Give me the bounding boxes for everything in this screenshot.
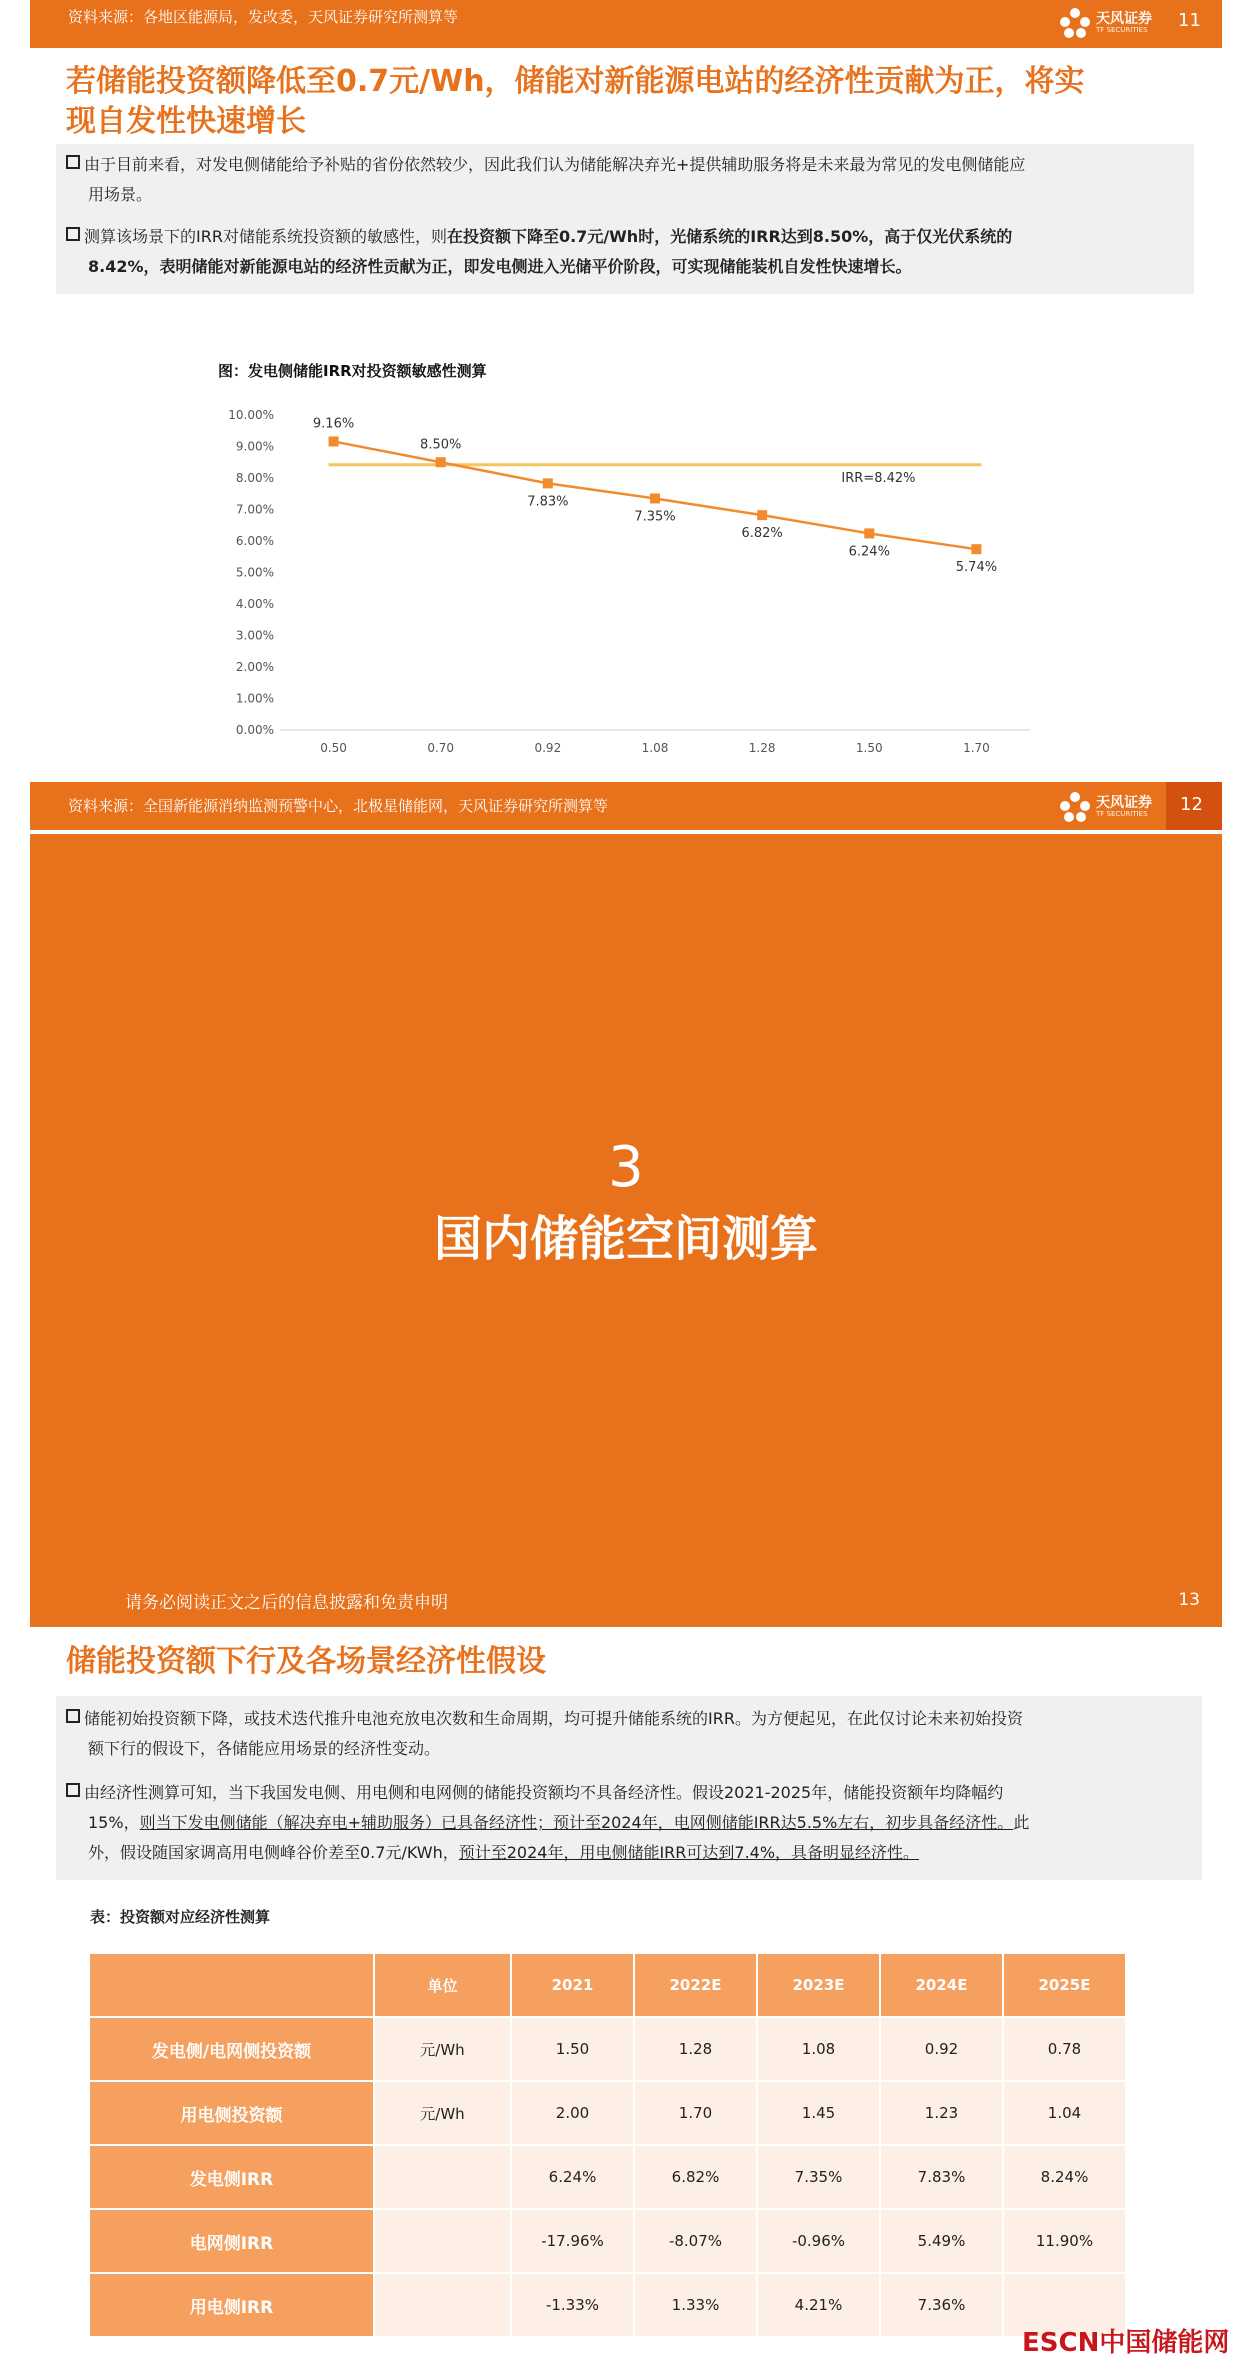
x-tick-label: 1.08 (641, 741, 669, 755)
page-number-3: 13 (1178, 1590, 1200, 1610)
square-bullet-icon (66, 1783, 80, 1797)
row-label: 发电侧IRR (89, 2145, 374, 2209)
table-cell (374, 2145, 511, 2209)
header-cell (89, 1953, 374, 2017)
logo-sub-2: TF SECURITIES (1096, 810, 1148, 818)
data-point (650, 493, 660, 503)
data-point (971, 544, 981, 554)
table-cell: 0.92 (880, 2017, 1003, 2081)
table-cell: 2.00 (511, 2081, 634, 2145)
table-cell: 1.04 (1003, 2081, 1126, 2145)
data-label: 6.24% (848, 544, 890, 560)
bullet-2-line-1b: 在投资额下降至0.7元/Wh时，光储系统的IRR达到8.50%，高于仅光伏系统的 (446, 227, 1013, 246)
bullet-2 (66, 222, 1012, 282)
bullet-1 (66, 150, 1025, 210)
table-cell: 1.33% (634, 2273, 757, 2337)
y-tick-label: 3.00% (235, 628, 274, 643)
data-point (329, 436, 339, 446)
row-label: 电网侧IRR (89, 2209, 374, 2273)
summary-box-2 (56, 1696, 1202, 1880)
logo-name: 天风证券 (1096, 11, 1152, 27)
table-cell: 4.21% (757, 2273, 880, 2337)
bullet-4-line-3a: 外，假设随国家调高用电侧峰谷价差至0.7元/KWh， (88, 1843, 459, 1862)
summary-box (56, 144, 1194, 294)
table-cell: -0.96% (757, 2209, 880, 2273)
table-cell: -1.33% (511, 2273, 634, 2337)
row-label: 发电侧/电网侧投资额 (89, 2017, 374, 2081)
table-cell: 1.28 (634, 2017, 757, 2081)
disclaimer-footer: 请务必阅读正文之后的信息披露和免责申明 (125, 1593, 448, 1613)
bullet-4-line-2a: 15%， (88, 1813, 140, 1832)
x-tick-label: 0.92 (534, 741, 562, 755)
table-cell: 1.45 (757, 2081, 880, 2145)
data-label: 5.74% (955, 560, 998, 576)
title-line-2: 现自发性快速增长 (66, 104, 306, 139)
y-tick-label: 7.00% (235, 502, 274, 517)
table-cell: 11.90% (1003, 2209, 1126, 2273)
page-number: 11 (1178, 10, 1201, 31)
table-cell: 7.36% (880, 2273, 1003, 2337)
x-tick-label: 1.50 (855, 741, 883, 755)
x-tick-label: 1.70 (963, 741, 990, 755)
investment-economics-table (88, 1952, 1127, 2338)
table-cell: 8.24% (1003, 2145, 1126, 2209)
x-tick-label: 0.70 (427, 741, 455, 755)
table-cell: 5.49% (880, 2209, 1003, 2273)
bullet-1-line-2: 用场景。 (88, 185, 153, 204)
data-label: 6.82% (741, 526, 783, 542)
source-text: 资料来源：各地区能源局，发改委，天风证券研究所测算等 (68, 8, 459, 26)
page-number-2: 12 (1180, 794, 1203, 815)
table-cell: 0.78 (1003, 2017, 1126, 2081)
square-bullet-icon (66, 155, 80, 169)
flower-logo-icon (1060, 8, 1090, 38)
table-row (89, 2017, 1126, 2081)
data-point (757, 510, 767, 520)
data-label: 7.83% (527, 494, 569, 510)
table-cell: 1.50 (511, 2017, 634, 2081)
table-cell: -17.96% (511, 2209, 634, 2273)
bullet-4-line-2b: 则当下发电侧储能（解决弃电+辅助服务）已具备经济性；预计至2024年，电网侧储能IRR达5.5%左右，初步具备经济性。 (139, 1813, 1014, 1832)
section-slide (30, 834, 1222, 1627)
table-row (89, 2145, 1126, 2209)
table-cell (374, 2209, 511, 2273)
table-cell: 元/Wh (374, 2081, 511, 2145)
x-tick-label: 0.50 (320, 741, 347, 755)
source-text-2: 资料来源：全国新能源消纳监测预警中心，北极星储能网，天风证券研究所测算等 (68, 797, 609, 815)
section-title: 国内储能空间测算 (433, 1211, 818, 1267)
table-cell: 元/Wh (374, 2017, 511, 2081)
bullet-2-line-1a: 测算该场景下的IRR对储能系统投资额的敏感性，则 (84, 227, 447, 246)
bullet-4-line-1: 由经济性测算可知，当下我国发电侧、用电侧和电网侧的储能投资额均不具备经济性。假设2021-2025年，储能投资额年均降幅约 (84, 1783, 1004, 1802)
row-label: 用电侧IRR (89, 2273, 374, 2337)
header-cell: 2025E (1003, 1953, 1126, 2017)
watermark-logo: ESCN中国储能网 (1022, 2328, 1230, 2358)
bullet-4-line-2c: 此 (1013, 1813, 1030, 1832)
logo-sub: TF SECURITIES (1096, 26, 1148, 34)
y-tick-label: 10.00% (228, 408, 274, 422)
data-label: 9.16% (312, 416, 355, 432)
bullet-3-line-2: 额下行的假设下，各储能应用场景的经济性变动。 (88, 1739, 441, 1758)
table-cell: 6.24% (511, 2145, 634, 2209)
square-bullet-icon (66, 227, 80, 241)
reference-line-label: IRR=8.42% (841, 470, 916, 486)
table-title: 表：投资额对应经济性测算 (90, 1908, 271, 1926)
square-bullet-icon (66, 1709, 80, 1723)
header-cell: 2023E (757, 1953, 880, 2017)
x-tick-label: 1.28 (748, 741, 776, 755)
table-row (89, 2081, 1126, 2145)
data-point (436, 457, 446, 467)
data-point (864, 528, 874, 538)
bullet-4 (66, 1778, 1029, 1868)
y-tick-label: 8.00% (235, 471, 274, 485)
bullet-4-line-3b: 预计至2024年，用电侧储能IRR可达到7.4%，具备明显经济性。 (458, 1843, 920, 1862)
table-cell: 7.83% (880, 2145, 1003, 2209)
header-cell: 2022E (634, 1953, 757, 2017)
bullet-3-line-1: 储能初始投资额下降，或技术迭代推升电池充放电次数和生命周期，均可提升储能系统的IRR。为方便起见，在此仅讨论未来初始投资 (84, 1709, 1023, 1728)
table-row (89, 2209, 1126, 2273)
y-tick-label: 4.00% (235, 597, 274, 611)
data-point (543, 478, 553, 488)
bullet-3 (66, 1704, 1023, 1764)
y-tick-label: 6.00% (235, 534, 274, 548)
y-tick-label: 9.00% (235, 439, 274, 454)
irr-sensitivity-chart (200, 390, 1050, 760)
header-cell: 单位 (374, 1953, 511, 2017)
table-cell: 1.70 (634, 2081, 757, 2145)
y-tick-label: 1.00% (235, 691, 274, 706)
header-cell: 2024E (880, 1953, 1003, 2017)
company-logo-2 (1060, 792, 1152, 822)
table-cell: 1.23 (880, 2081, 1003, 2145)
page-title-2: 储能投资额下行及各场景经济性假设 (66, 1644, 546, 1679)
title-line-1: 若储能投资额降低至0.7元/Wh，储能对新能源电站的经济性贡献为正，将实 (66, 64, 1085, 99)
logo-name-2: 天风证券 (1096, 795, 1152, 811)
data-label: 7.35% (634, 509, 676, 525)
y-tick-label: 2.00% (235, 660, 274, 674)
bullet-2-line-2: 8.42%，表明储能对新能源电站的经济性贡献为正，即发电侧进入光储平价阶段，可实现储能装机自发性快速增长。 (88, 257, 912, 276)
company-logo (1060, 8, 1152, 38)
table-cell: 7.35% (757, 2145, 880, 2209)
header-cell: 2021 (511, 1953, 634, 2017)
page-title (66, 62, 1085, 142)
table-row (89, 2273, 1126, 2337)
table-cell: 6.82% (634, 2145, 757, 2209)
y-tick-label: 0.00% (235, 723, 274, 737)
source-bar (30, 0, 1222, 48)
bullet-1-line-1: 由于目前来看，对发电侧储能给予补贴的省份依然较少，因此我们认为储能解决弃光+提供辅助服务将是未来最为常见的发电侧储能应 (84, 155, 1026, 174)
table-header-row (89, 1953, 1126, 2017)
section-number: 3 (608, 1135, 644, 1200)
table-cell (374, 2273, 511, 2337)
flower-logo-icon (1060, 792, 1090, 822)
y-tick-label: 5.00% (235, 565, 274, 580)
row-label: 用电侧投资额 (89, 2081, 374, 2145)
chart-title: 图：发电侧储能IRR对投资额敏感性测算 (218, 362, 487, 380)
data-label: 8.50% (420, 437, 462, 453)
table-cell: -8.07% (634, 2209, 757, 2273)
table-cell: 1.08 (757, 2017, 880, 2081)
source-bar-2 (30, 782, 1222, 830)
